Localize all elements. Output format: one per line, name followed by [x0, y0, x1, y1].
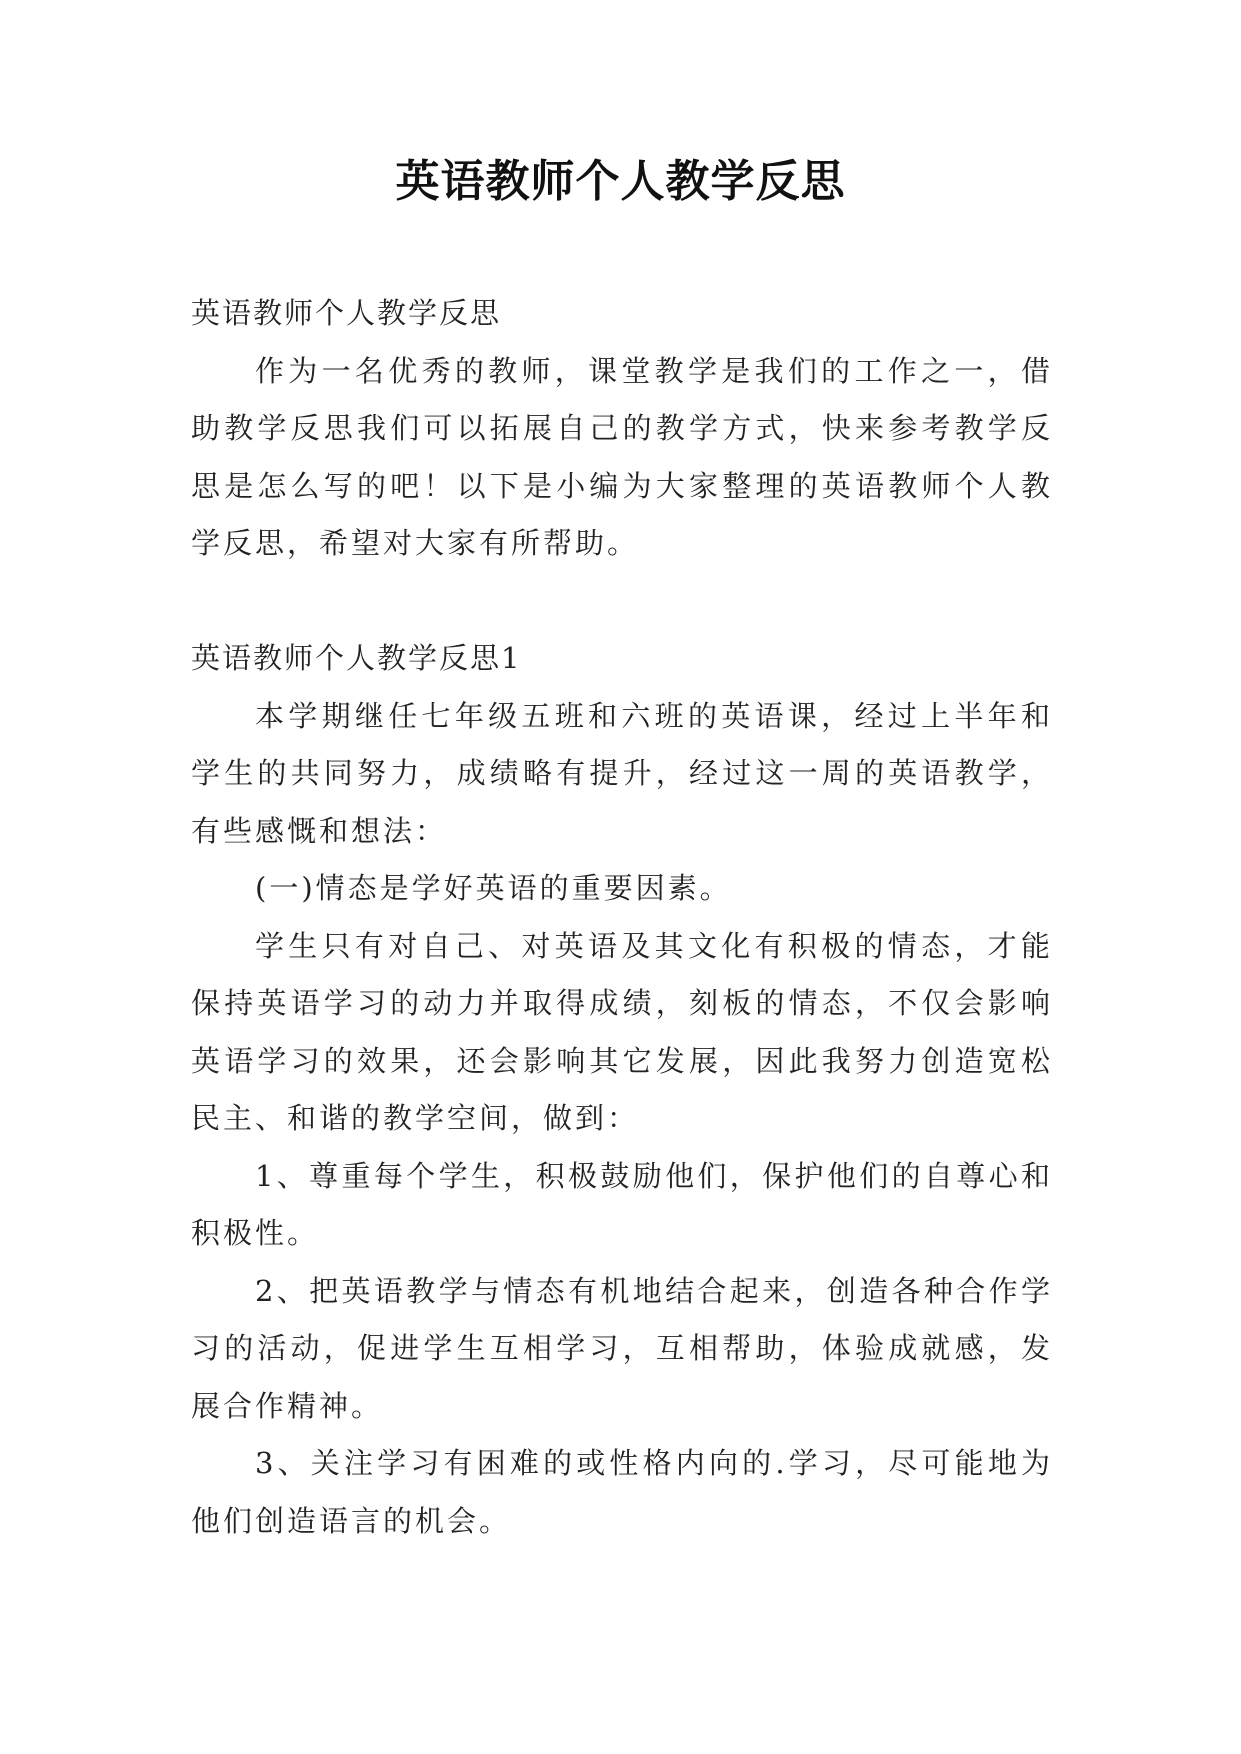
section-heading-1: 英语教师个人教学反思1 [191, 641, 522, 675]
subheading-paragraph: (一)情态是学好英语的重要因素。 [255, 871, 732, 905]
document-title: 英语教师个人教学反思 [395, 156, 846, 207]
document-body [191, 285, 1053, 1550]
list-item-1: 1、尊重每个学生，积极鼓励他们，保护他们的自尊心和积极性。 [191, 1158, 1053, 1250]
body-paragraph: 学生只有对自己、对英语及其文化有积极的情态，才能保持英语学习的动力并取得成绩，刻板的情态，不仅会影响英语学习的效果，还会影响其它发展，因此我努力创造宽松民主、和谐的教学空间，做到： [191, 928, 1053, 1135]
list-item-3: 3、关注学习有困难的或性格内向的.学习，尽可能地为他们创造语言的机会。 [191, 1446, 1053, 1538]
paragraph-spacer [191, 573, 1053, 631]
list-item-2: 2、把英语教学与情态有机地结合起来，创造各种合作学习的活动，促进学生互相学习，互相帮助，体验成就感，发展合作精神。 [191, 1273, 1053, 1423]
intro-paragraph: 作为一名优秀的教师，课堂教学是我们的工作之一，借助教学反思我们可以拓展自己的教学方式，快来参考教学反思是怎么写的吧！以下是小编为大家整理的英语教师个人教学反思，希望对大家有所帮助。 [191, 353, 1053, 560]
body-paragraph: 本学期继任七年级五班和六班的英语课，经过上半年和学生的共同努力，成绩略有提升，经过这一周的英语教学，有些感慨和想法： [191, 698, 1053, 848]
section-heading: 英语教师个人教学反思 [191, 296, 502, 330]
